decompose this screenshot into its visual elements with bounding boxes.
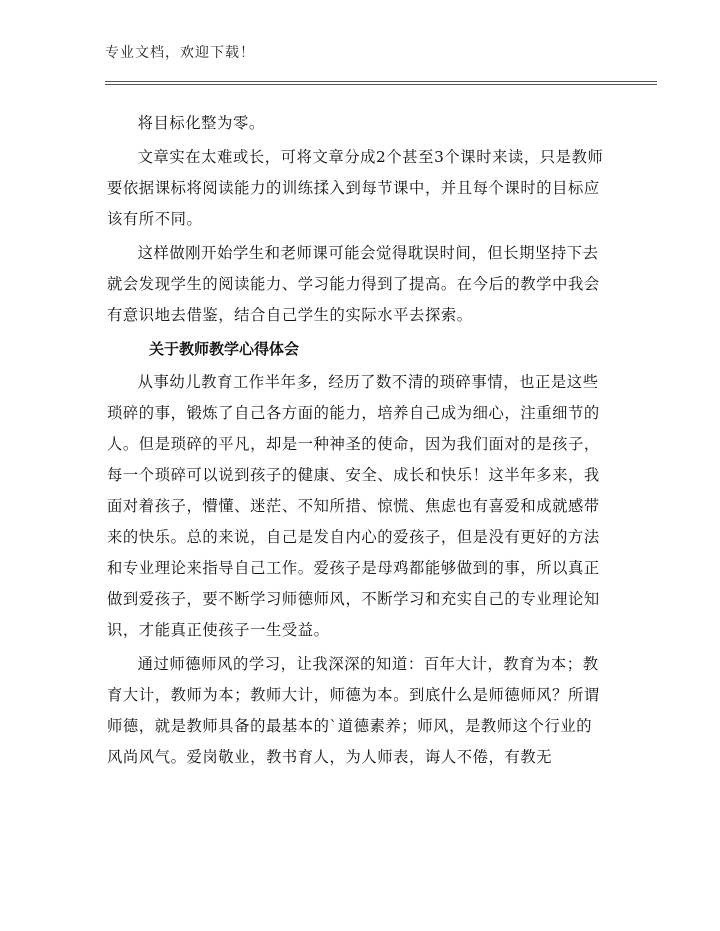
paragraph-ethics: 通过师德师风的学习，让我深深的知道：百年大计，教育为本；教育大计，教师为本；教师大计，师德为本。到底什么是师德师风？所谓师德，就是教师具备的最基本的`道德素养；师风，是教师这个行业的风尚风气。爱岗敬业，教书育人，为人师表，诲人不倦，有教无: [107, 655, 600, 766]
paragraph-experience: 从事幼儿教育工作半年多，经历了数不清的琐碎事情，也正是这些琐碎的事，锻炼了自己各方面的能力，培养自己成为细心，注重细节的人。但是琐碎的平凡，却是一种神圣的使命，因为我们面对的是孩子，每一个琐碎可以说到孩子的健康、安全、成长和快乐！这半年多来，我面对着孩子，懵懂、迷茫、不知所措、惊慌、焦虑也有喜爱和成就感带来的快乐。总的来说，自己是发自内心的爱孩子，但是没有更好的方法和专业理论来指导自己工作。爱孩子是母鸡都能够做到的事，所以真正做到爱孩子，要不断学习师德师风，不断学习和充实自己的专业理论知识，才能真正使孩子一生受益。: [107, 373, 600, 639]
document-header: 专业文档，欢迎下载！: [105, 45, 255, 61]
header-rule-bottom: [105, 84, 657, 85]
paragraph-goal: 将目标化整为零。: [137, 114, 265, 132]
paragraph-practice: 这样做刚开始学生和老师课可能会觉得耽误时间，但长期坚持下去就会发现学生的阅读能力、学习能力得到了提高。在今后的教学中我会有意识地去借鉴，结合自己学生的实际水平去探索。: [107, 244, 600, 324]
header-rule-top: [105, 81, 657, 82]
paragraph-lessons: 文章实在太难或长，可将文章分成2个甚至3个课时来读，只是教师要依据课标将阅读能力的训练揉入到每节课中，并且每个课时的目标应该有所不同。: [107, 148, 604, 228]
section-heading: 关于教师教学心得体会: [149, 340, 300, 358]
document-body: [107, 108, 607, 776]
